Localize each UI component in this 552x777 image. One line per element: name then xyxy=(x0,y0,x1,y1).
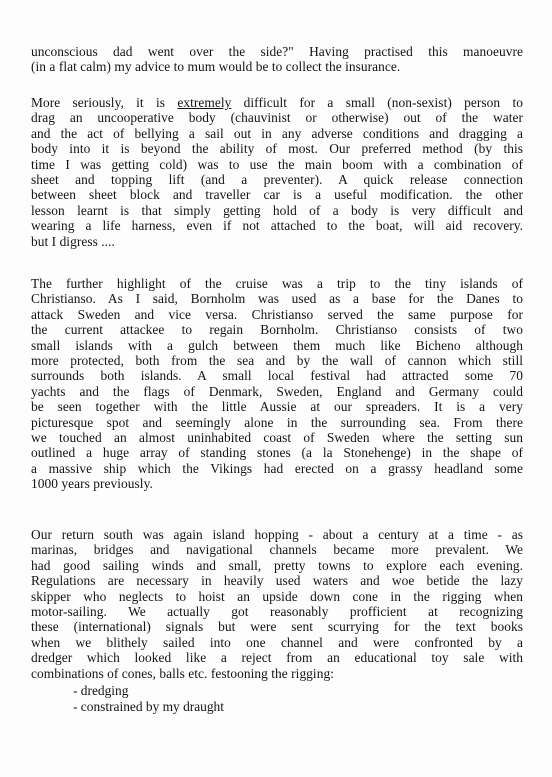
text-line: these (international) signals but were sent scurrying for the text books xyxy=(31,619,523,635)
text-line: 1000 years previously. xyxy=(31,476,153,492)
text-line: small islands with a gulch between them much like Bicheno although xyxy=(31,337,523,353)
text-fragment: difficult for a small (non-sexist) person to xyxy=(231,95,523,110)
text-line: surrounds both islands. A small local festival had attracted some 70 xyxy=(31,368,523,384)
list-item: - constrained by my draught xyxy=(73,698,224,714)
text-line: Our return south was again island hopping - about a century at a time - as xyxy=(31,527,523,542)
text-line: unconscious dad went over the side?" Having practised this manoeuvre xyxy=(31,44,523,59)
text-line: between sheet block and traveller car is a useful modification. the other xyxy=(31,187,523,203)
text-line: body into it is beyond the ability of most. Our preferred method (by this xyxy=(31,141,523,157)
dredger-signal-list xyxy=(73,683,224,714)
text-line: combinations of cones, balls etc. festooning the rigging: xyxy=(31,665,334,681)
text-line: we touched an almost uninhabited coast of Sweden where the setting sun xyxy=(31,429,523,445)
text-line-first xyxy=(31,95,523,110)
underlined-word: extremely xyxy=(177,95,232,110)
text-line: skipper who neglects to hoist an upside down cone in the rigging when xyxy=(31,588,523,604)
text-line: outlined a huge array of standing stones (a la Stonehenge) in the shape of xyxy=(31,445,523,461)
text-line: when we blithely sailed into one channel and were confronted by a xyxy=(31,634,523,650)
text-line: had good sailing winds and small, pretty towns to explore each evening. xyxy=(31,557,523,573)
text-line: marinas, bridges and navigational channels became more prevalent. We xyxy=(31,542,523,558)
text-line: Regulations are necessary in heavily used waters and woe betide the lazy xyxy=(31,573,523,589)
text-line: The further highlight of the cruise was a trip to the tiny islands of xyxy=(31,276,523,291)
paragraph-2 xyxy=(31,95,523,249)
paragraph-3 xyxy=(31,276,523,491)
text-line: more protected, both from the sea and by the wall of cannon which still xyxy=(31,352,523,368)
text-line: Christianso. As I said, Bornholm was used as a base for the Danes to xyxy=(31,291,523,307)
paragraph-1 xyxy=(31,44,523,75)
text-line: a massive ship which the Vikings had erected on a grassy headland some xyxy=(31,460,523,476)
text-line: time I was getting cold) was to use the main boom with a combination of xyxy=(31,156,523,172)
list-item: - dredging xyxy=(73,683,129,698)
text-line: wearing a life harness, even if not attached to the boat, will aid recovery. xyxy=(31,218,523,234)
paragraph-4 xyxy=(31,527,523,681)
text-fragment: More seriously, it is xyxy=(31,95,178,110)
text-line: but I digress .... xyxy=(31,233,115,249)
text-line: motor-sailing. We actually got reasonably profficient at recognizing xyxy=(31,603,523,619)
text-line: sheet and topping lift (and a preventer). A quick release connection xyxy=(31,171,523,187)
text-line: (in a flat calm) my advice to mum would be to collect the insurance. xyxy=(31,59,401,75)
text-line: be seen together with the little Aussie at our spreaders. It is a very xyxy=(31,399,523,415)
text-line: dredger which looked like a reject from an educational toy sale with xyxy=(31,650,523,666)
text-line: the current attackee to regain Bornholm. Christianso consists of two xyxy=(31,322,523,338)
text-line: and the act of bellying a sail out in any adverse conditions and dragging a xyxy=(31,125,523,141)
text-line: drag an uncooperative body (chauvinist or otherwise) out of the water xyxy=(31,110,523,126)
text-line: yachts and the flags of Denmark, Sweden, England and Germany could xyxy=(31,383,523,399)
text-line: picturesque spot and seemingly alone in the surrounding sea. From there xyxy=(31,414,523,430)
text-line: lesson learnt is that simply getting hold of a body is very difficult and xyxy=(31,202,523,218)
text-line: attack Sweden and vice versa. Christianso served the same purpose for xyxy=(31,306,523,322)
